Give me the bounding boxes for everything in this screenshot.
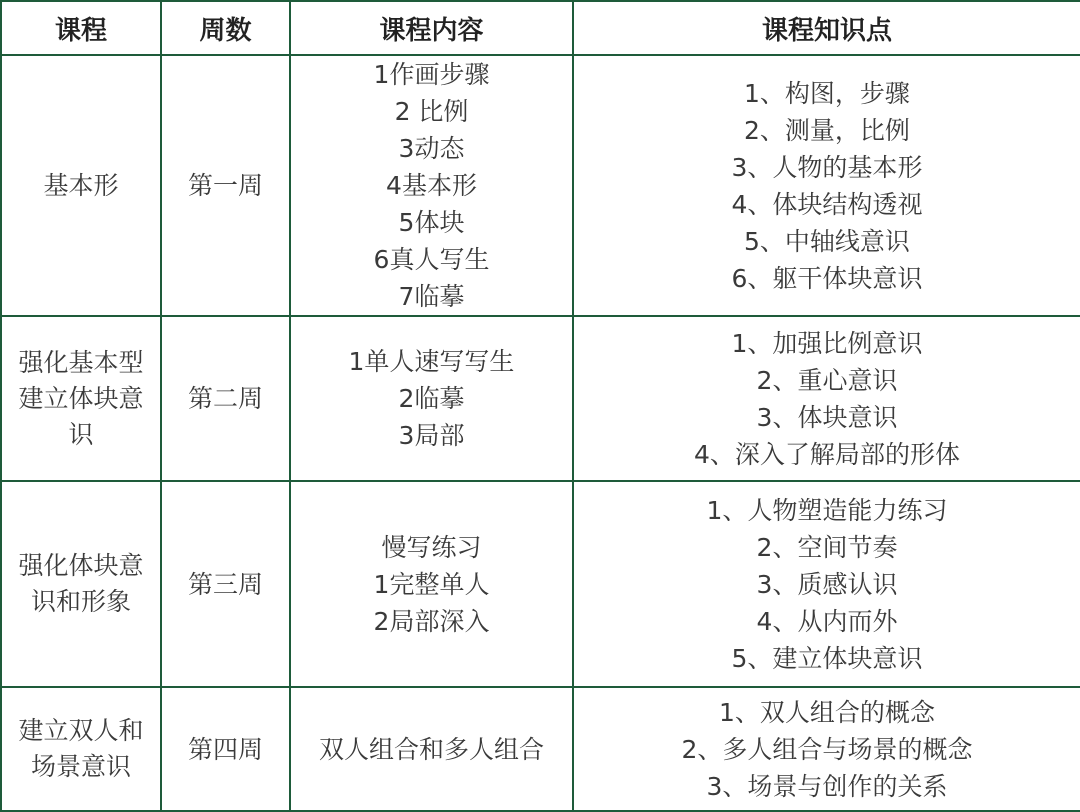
point-line: 4、从内而外 — [756, 606, 898, 636]
point-line: 4、深入了解局部的形体 — [694, 439, 960, 469]
points-cell — [573, 687, 1080, 811]
course-text: 基本形 — [43, 170, 119, 200]
point-line: 1、加强比例意识 — [731, 328, 923, 358]
content-line: 2临摹 — [398, 384, 465, 413]
table-row — [1, 55, 1080, 316]
header-row — [1, 1, 1080, 55]
content-line: 4基本形 — [386, 171, 477, 200]
point-line: 1、双人组合的概念 — [719, 697, 935, 727]
point-line: 1、人物塑造能力练习 — [706, 495, 948, 525]
content-line: 6真人写生 — [373, 245, 490, 274]
course-cell — [1, 55, 161, 316]
header-course: 课程 — [1, 1, 161, 55]
content-line: 双人组合和多人组合 — [318, 734, 544, 764]
point-line: 4、体块结构透视 — [731, 189, 923, 219]
point-line: 2、多人组合与场景的概念 — [681, 734, 973, 764]
course-text: 场景意识 — [30, 752, 131, 781]
point-line: 5、中轴线意识 — [744, 226, 910, 256]
header-week: 周数 — [161, 1, 290, 55]
table-row — [1, 316, 1080, 481]
points-cell — [573, 316, 1080, 481]
point-line: 1、构图，步骤 — [744, 78, 910, 108]
content-line: 7临摹 — [398, 282, 465, 311]
point-line: 2、重心意识 — [756, 365, 898, 395]
header-content: 课程内容 — [290, 1, 573, 55]
point-line: 2、测量，比例 — [744, 115, 910, 145]
content-line: 2局部深入 — [373, 606, 490, 636]
content-line: 慢写练习 — [381, 532, 482, 562]
point-line: 6、躯干体块意识 — [731, 263, 923, 293]
course-text: 强化基本型 — [18, 347, 144, 377]
course-cell — [1, 687, 161, 811]
content-line: 5体块 — [398, 208, 465, 237]
course-cell — [1, 481, 161, 687]
course-text: 强化体块意 — [18, 551, 144, 580]
content-cell — [290, 687, 573, 811]
content-line: 1单人速写写生 — [348, 347, 515, 376]
course-text: 建立体块意 — [18, 383, 144, 413]
point-line: 5、建立体块意识 — [731, 643, 923, 673]
course-cell — [1, 316, 161, 481]
content-line: 3动态 — [398, 134, 465, 163]
content-line: 2 比例 — [394, 97, 469, 126]
points-cell — [573, 481, 1080, 687]
point-line: 3、场景与创作的关系 — [706, 771, 948, 801]
content-cell — [290, 481, 573, 687]
course-text: 识和形象 — [30, 587, 131, 616]
point-line: 2、空间节奏 — [756, 532, 898, 562]
content-line: 1完整单人 — [373, 569, 490, 599]
course-text: 建立双人和 — [18, 716, 144, 745]
content-line: 1作画步骤 — [373, 60, 490, 89]
point-line: 3、人物的基本形 — [731, 152, 923, 182]
week-cell: 第一周 — [161, 55, 290, 316]
point-line: 3、体块意识 — [756, 402, 898, 432]
table-row — [1, 481, 1080, 687]
week-cell: 第四周 — [161, 687, 290, 811]
points-cell — [573, 55, 1080, 316]
table-row — [1, 687, 1080, 811]
content-cell — [290, 316, 573, 481]
content-cell — [290, 55, 573, 316]
content-line: 3局部 — [398, 421, 465, 450]
point-line: 3、质感认识 — [756, 569, 898, 599]
week-cell: 第三周 — [161, 481, 290, 687]
header-points: 课程知识点 — [573, 1, 1080, 55]
week-cell: 第二周 — [161, 316, 290, 481]
course-text: 识 — [68, 419, 94, 449]
